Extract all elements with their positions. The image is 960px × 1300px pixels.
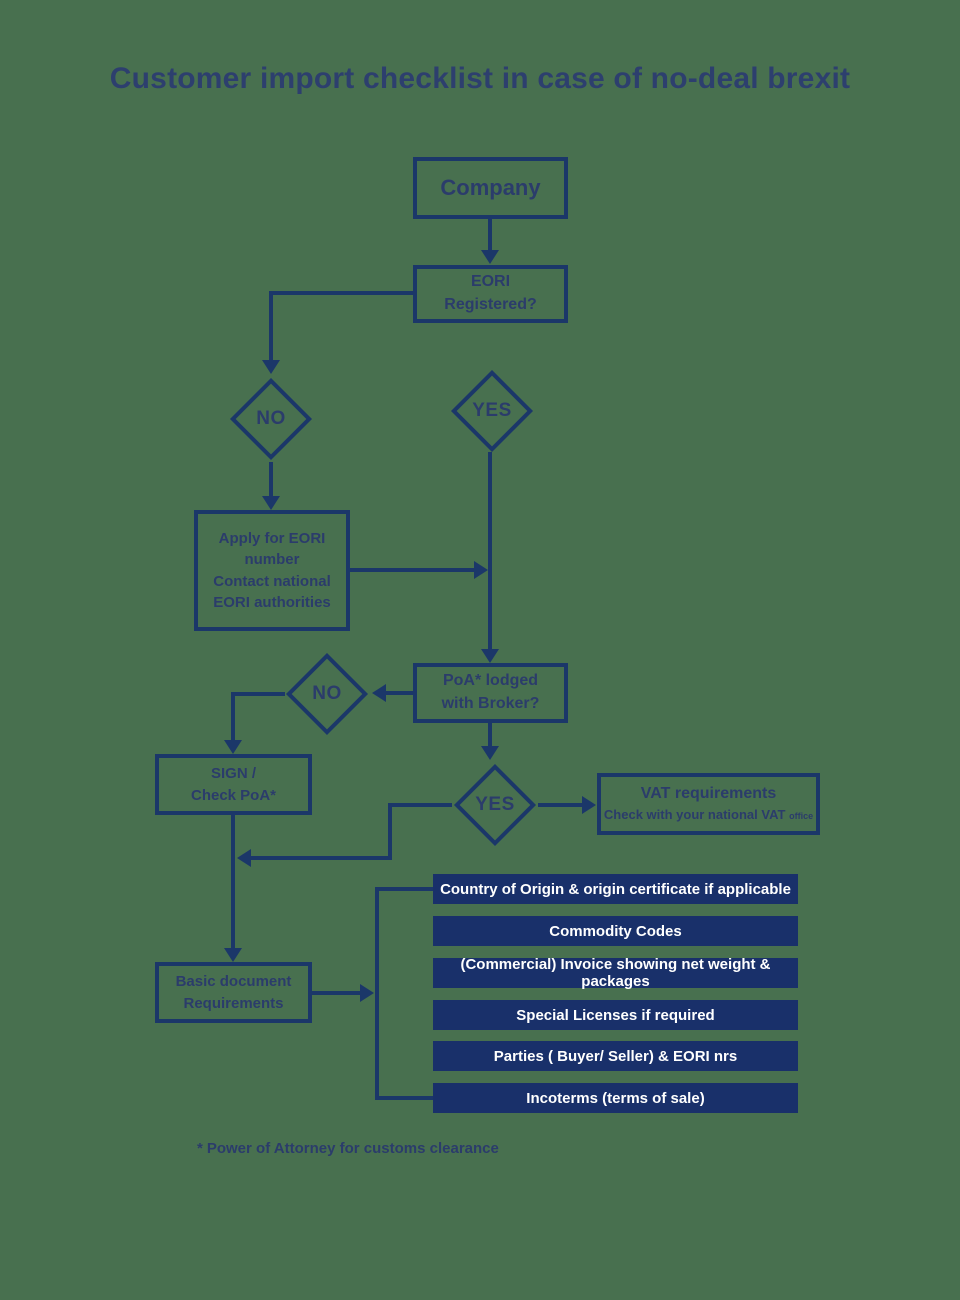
checklist-item-incoterms: Incoterms (terms of sale) (433, 1083, 798, 1113)
node-apply-line1: Apply for EORI (218, 529, 326, 547)
decision-yes-eori-label: YES (472, 400, 512, 421)
node-apply-for-eori (194, 510, 350, 631)
connector-poa-to-no2 (384, 691, 415, 695)
arrowhead-into-basic (224, 948, 242, 962)
bracket-top-stub (375, 887, 433, 891)
node-eori-line2: Registered? (444, 296, 537, 313)
arrowhead-into-sign (224, 740, 242, 754)
connector-no1-to-apply (269, 462, 273, 498)
decision-no-poa (283, 650, 371, 738)
node-company-label: Company (440, 175, 541, 201)
checklist-item-special-licenses: Special Licenses if required (433, 1000, 798, 1030)
footnote-asterisk: * (197, 1140, 203, 1157)
node-basic-line1: Basic document (175, 973, 292, 991)
node-vat-line2-main: Check with your national VAT (603, 807, 786, 823)
arrowhead-into-vat (582, 796, 596, 814)
connector-eori-left (269, 291, 417, 295)
decision-no-eori-label: NO (256, 408, 286, 429)
node-company (413, 157, 568, 219)
connector-yes2-down (388, 803, 392, 860)
connector-company-to-eori (488, 219, 492, 253)
node-sign-line1: SIGN / (210, 765, 256, 783)
connector-merge-horizontal (249, 856, 392, 860)
connector-yes2-left (388, 803, 452, 807)
checklist-item-parties-eori: Parties ( Buyer/ Seller) & EORI nrs (433, 1041, 798, 1071)
node-eori-line1: EORI (470, 273, 511, 291)
bracket-vertical (375, 887, 379, 1100)
connector-down-to-no1 (269, 291, 273, 363)
decision-yes-poa (451, 761, 539, 849)
node-poa-line2: with Broker? (441, 695, 540, 712)
node-apply-line3: Contact national (213, 572, 331, 590)
connector-apply-to-trunk (350, 568, 477, 572)
connector-basic-to-bracket (312, 991, 362, 995)
arrowhead-into-eori (481, 250, 499, 264)
node-vat-line1: VAT requirements (640, 785, 777, 803)
bracket-bottom-stub (375, 1096, 433, 1100)
node-apply-line2: number (244, 551, 300, 569)
connector-sign-to-basic (231, 815, 235, 950)
connector-yes1-to-poa (488, 452, 492, 651)
node-basic-documents (155, 962, 312, 1023)
checklist-item-commodity-codes: Commodity Codes (433, 916, 798, 946)
node-sign-line2: Check PoA* (190, 786, 277, 804)
decision-no-poa-label: NO (312, 683, 342, 704)
page-title: Customer import checklist in case of no-deal brexit (109, 62, 851, 95)
arrowhead-into-apply (262, 496, 280, 510)
node-poa-lodged (413, 663, 568, 723)
decision-yes-eori (448, 367, 536, 455)
arrowhead-into-poa (481, 649, 499, 663)
arrowhead-apply-to-trunk (474, 561, 488, 579)
connector-yes2-to-vat (538, 803, 585, 807)
node-eori-registered (413, 265, 568, 323)
node-basic-line2: Requirements (183, 994, 284, 1012)
node-vat-line2-small: office (789, 811, 814, 822)
connector-down-to-sign (231, 692, 235, 742)
footnote-text: Power of Attorney for customs clearance (206, 1140, 499, 1157)
footnote-poa (197, 1140, 499, 1157)
connector-no2-left (231, 692, 285, 696)
decision-yes-poa-label: YES (475, 794, 515, 815)
checklist-item-country-of-origin: Country of Origin & origin certificate if applicable (433, 874, 798, 904)
node-apply-line4: EORI authorities (213, 593, 331, 611)
checklist-item-commercial-invoice: (Commercial) Invoice showing net weight & packages (433, 958, 798, 988)
node-vat-requirements (597, 773, 820, 835)
arrowhead-into-bracket (360, 984, 374, 1002)
node-vat-line2 (604, 806, 813, 824)
node-sign-check-poa (155, 754, 312, 815)
arrowhead-into-yes2 (481, 746, 499, 760)
decision-no-eori (227, 375, 315, 463)
arrowhead-into-no2 (372, 684, 386, 702)
arrowhead-merge-left (237, 849, 251, 867)
arrowhead-into-no1 (262, 360, 280, 374)
node-poa-line1: PoA* lodged (442, 672, 539, 690)
